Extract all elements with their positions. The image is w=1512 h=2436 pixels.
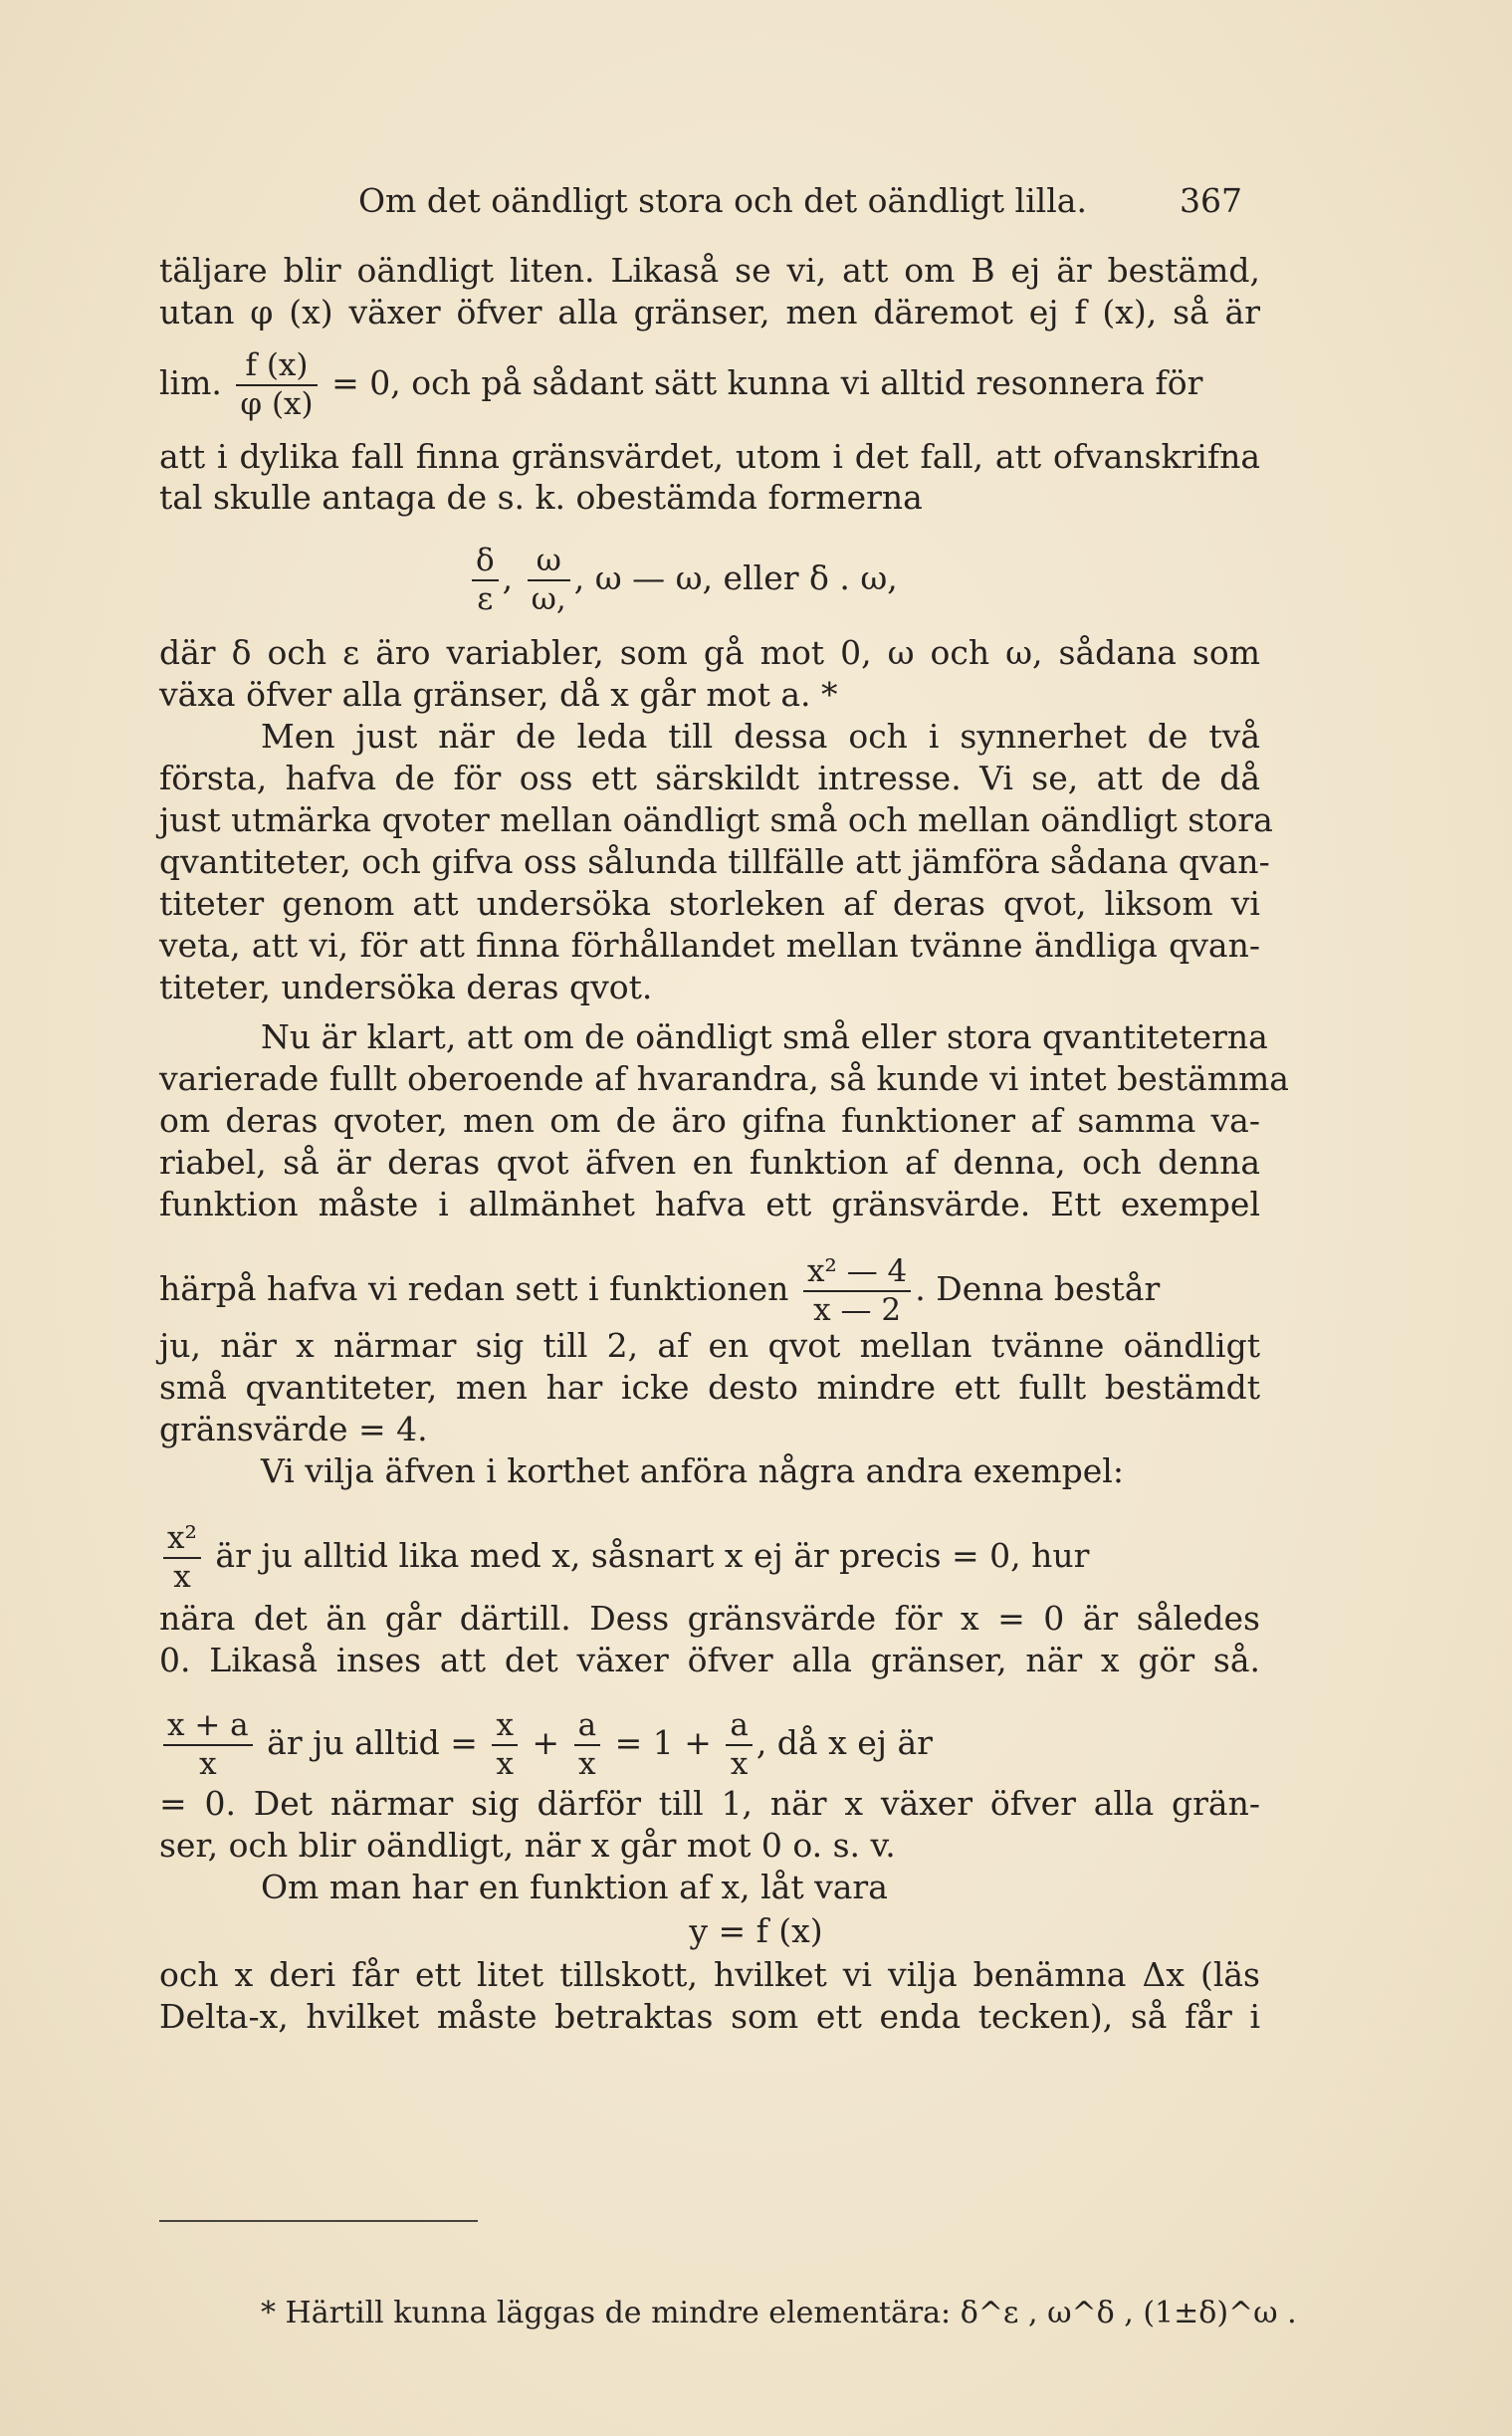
numerator: f (x) bbox=[236, 350, 317, 386]
text-line: riabel, så är deras qvot äfven en funktion af denna, och denna bbox=[159, 1143, 1260, 1182]
page-number: 367 bbox=[1180, 181, 1242, 220]
denominator: x — 2 bbox=[813, 1292, 902, 1328]
text-line: växa öfver alla gränser, då x går mot a. * bbox=[159, 675, 838, 714]
fraction bbox=[163, 1707, 253, 1782]
footnote-text: * Härtill kunna läggas de mindre elementära: bbox=[261, 2296, 952, 2330]
text-line: funktion måste i allmänhet hafva ett gränsvärde. Ett exempel bbox=[159, 1185, 1260, 1223]
text-line: om deras qvoter, men om de äro gifna funktioner af samma va- bbox=[159, 1101, 1260, 1140]
numerator: x + a bbox=[163, 1710, 253, 1746]
text-line: att i dylika fall finna gränsvärdet, utom i det fall, att ofvanskrifna bbox=[159, 437, 1260, 476]
numerator: a bbox=[574, 1710, 600, 1746]
text-line: 0. Likaså inses att det växer öfver alla gränser, när x gör så. bbox=[159, 1641, 1260, 1679]
text-segment: ω — ω, eller δ . ω, bbox=[594, 558, 898, 597]
text-segment: = 1 + bbox=[614, 1723, 712, 1762]
numerator: x bbox=[492, 1710, 517, 1746]
numerator: ω bbox=[528, 546, 570, 581]
fraction bbox=[803, 1253, 911, 1328]
lim-label: lim. bbox=[159, 363, 222, 402]
text-line: utan φ (x) växer öfver alla gränser, men däremot ej f (x), så är bbox=[159, 293, 1260, 332]
text-segment: = 0, och på sådant sätt kunna vi alltid resonnera för bbox=[331, 363, 1203, 402]
text-line: första, hafva de för oss ett särskildt intresse. Vi se, att de då bbox=[159, 759, 1260, 797]
fraction bbox=[528, 543, 570, 617]
numerator: x² — 4 bbox=[803, 1256, 911, 1292]
numerator: a bbox=[726, 1710, 752, 1746]
text-segment: är ju alltid = bbox=[267, 1723, 478, 1762]
numerator: x² bbox=[163, 1523, 201, 1559]
text-line: små qvantiteter, men har icke desto mindre ett fullt bestämdt bbox=[159, 1368, 1260, 1407]
text-segment: är ju alltid lika med x, såsnart x ej är precis = 0, hur bbox=[215, 1536, 1090, 1575]
text-line: och x deri får ett litet tillskott, hvilket vi vilja benämna Δx (läs bbox=[159, 1955, 1260, 1994]
text-line: Men just när de leda till dessa och i synnerhet de två bbox=[261, 717, 1260, 756]
text-segment: , då x ej är bbox=[756, 1723, 933, 1762]
text-line: tal skulle antaga de s. k. obestämda formerna bbox=[159, 478, 923, 517]
footnote bbox=[261, 2292, 1297, 2335]
centered-equation: y = f (x) bbox=[689, 1911, 823, 1950]
denominator: x bbox=[578, 1746, 596, 1782]
fraction bbox=[163, 1520, 201, 1595]
fraction bbox=[574, 1707, 600, 1782]
text-line: just utmärka qvoter mellan oändligt små och mellan oändligt stora bbox=[159, 800, 1273, 839]
fraction bbox=[726, 1707, 752, 1782]
text-line: Delta-x, hvilket måste betraktas som ett enda tecken), så får i bbox=[159, 1997, 1260, 2036]
text-line: Vi vilja äfven i korthet anföra några andra exempel: bbox=[261, 1451, 1124, 1490]
text-segment: + bbox=[532, 1723, 560, 1762]
denominator: x bbox=[199, 1746, 217, 1782]
text-line: Nu är klart, att om de oändligt små eller stora qvantiteterna bbox=[261, 1017, 1268, 1056]
fraction bbox=[236, 347, 317, 422]
formula-line bbox=[159, 1707, 1260, 1782]
text-line: täljare blir oändligt liten. Likaså se vi, att om B ej är bestämd, bbox=[159, 251, 1260, 290]
text-line: varierade fullt oberoende af hvarandra, så kunde vi intet bestämma bbox=[159, 1059, 1289, 1098]
running-header: Om det oändligt stora och det oändligt lilla. bbox=[358, 181, 1087, 220]
text-line: titeter genom att undersöka storleken af deras qvot, liksom vi bbox=[159, 884, 1260, 923]
denominator: ε bbox=[477, 581, 494, 617]
fraction bbox=[472, 543, 499, 617]
denominator: x bbox=[496, 1746, 514, 1782]
formula-line bbox=[159, 1253, 1260, 1328]
denominator: x bbox=[730, 1746, 749, 1782]
denominator: x bbox=[173, 1559, 191, 1595]
text-line: veta, att vi, för att finna förhållandet mellan tvänne ändliga qvan- bbox=[159, 926, 1260, 965]
text-line: = 0. Det närmar sig därför till 1, när x växer öfver alla grän- bbox=[159, 1784, 1260, 1823]
numerator: δ bbox=[472, 546, 499, 581]
text-line: nära det än går därtill. Dess gränsvärde för x = 0 är således bbox=[159, 1599, 1260, 1638]
text-line: titeter, undersöka deras qvot. bbox=[159, 968, 653, 1006]
indeterminate-forms: $\frac{\delta}{\varepsilon}$ , $\frac{\omega}{\omega,}$ , ω — ω, eller δ . ω, bbox=[468, 546, 898, 615]
text-line: där δ och ε äro variabler, som gå mot 0, ω och ω, sådana som bbox=[159, 633, 1260, 672]
text-line: gränsvärde = 4. bbox=[159, 1410, 428, 1448]
text-line: qvantiteter, och gifva oss sålunda tillfälle att jämföra sådana qvan- bbox=[159, 842, 1270, 881]
formula-line bbox=[159, 1520, 1260, 1595]
text-segment: härpå hafva vi redan sett i funktionen bbox=[159, 1269, 789, 1308]
formula-line bbox=[159, 347, 1260, 422]
text-segment: . Denna består bbox=[915, 1269, 1161, 1308]
denominator: ω, bbox=[531, 581, 566, 617]
text-line: ju, när x närmar sig till 2, af en qvot mellan tvänne oändligt bbox=[159, 1326, 1260, 1365]
footnote-rule bbox=[159, 2220, 478, 2222]
denominator: φ (x) bbox=[240, 386, 314, 422]
footnote-expressions: δ^ε , ω^δ , (1±δ)^ω . bbox=[960, 2296, 1297, 2330]
fraction bbox=[492, 1707, 517, 1782]
text-line: ser, och blir oändligt, när x går mot 0 o. s. v. bbox=[159, 1826, 896, 1865]
text-line: Om man har en funktion af x, låt vara bbox=[261, 1868, 888, 1906]
